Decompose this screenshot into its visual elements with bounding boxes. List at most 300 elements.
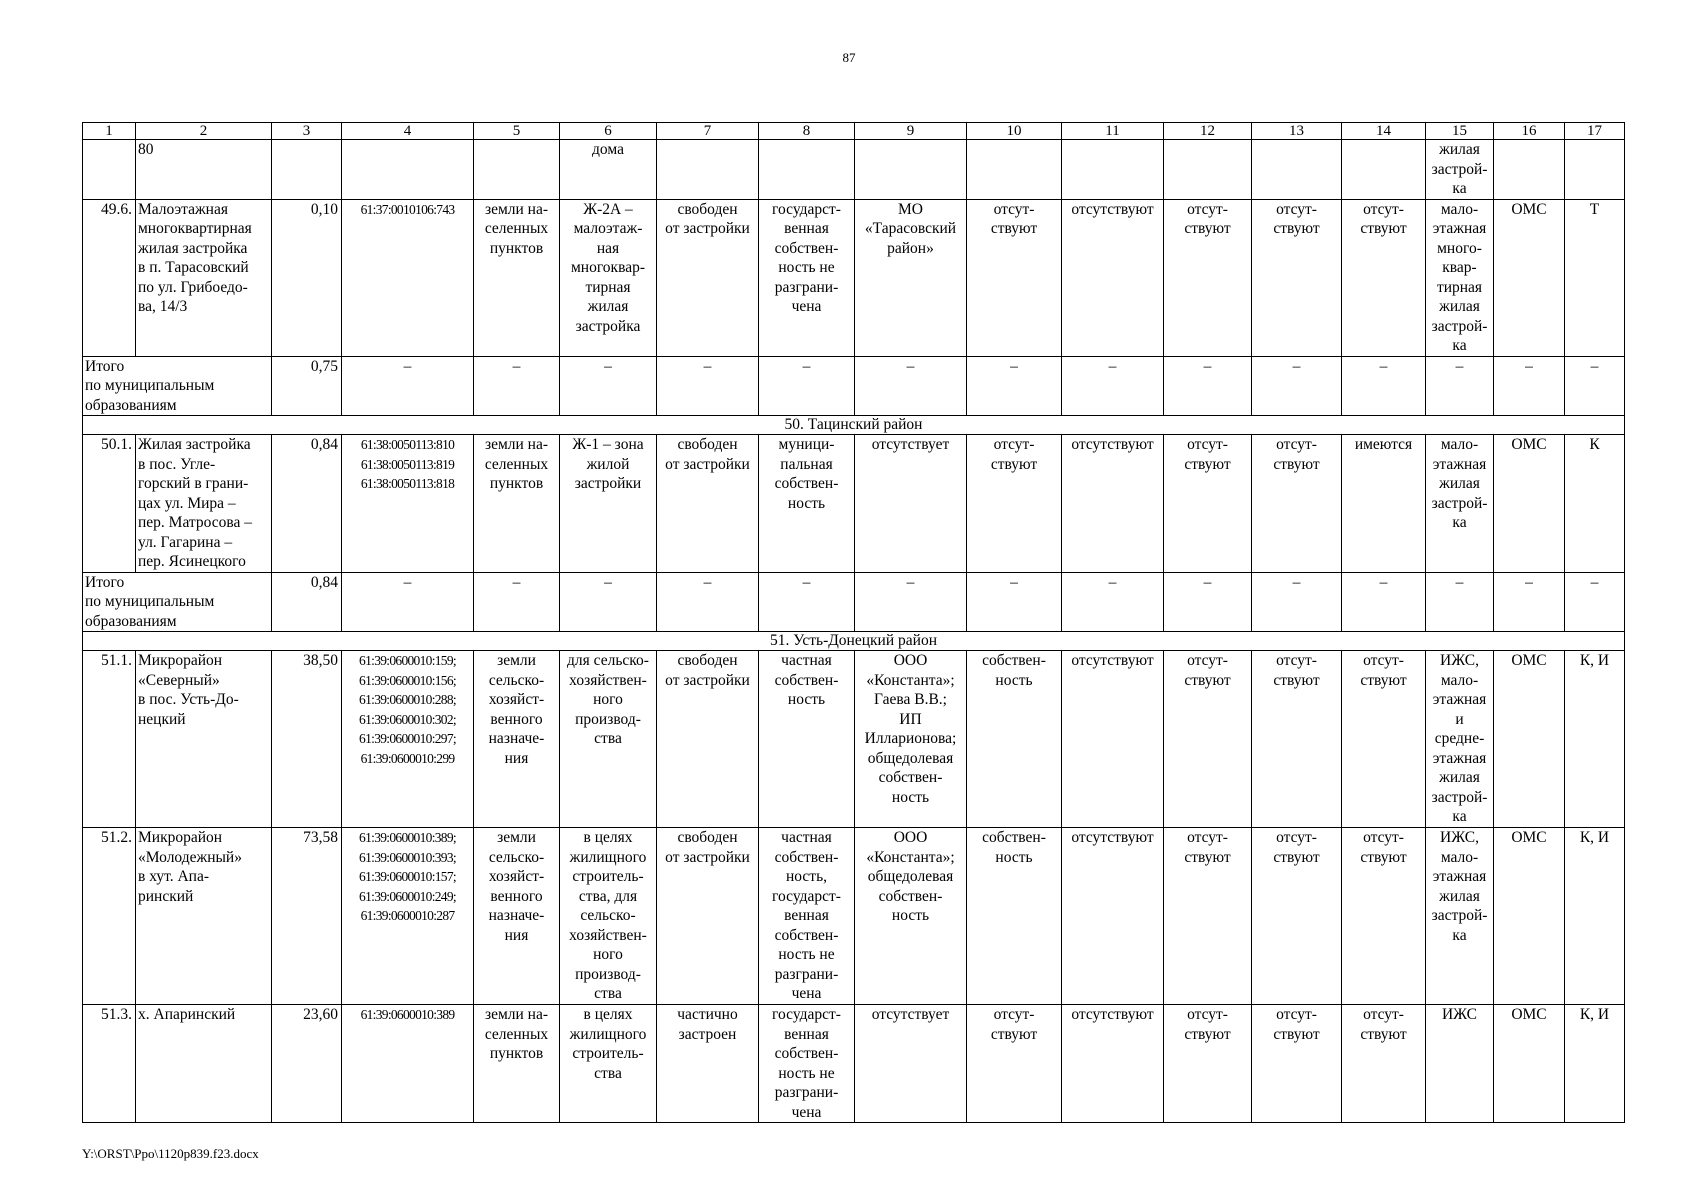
cell-line: собствен- [982, 829, 1046, 846]
column-number: 11 [1062, 123, 1164, 140]
cell-line: 61:39:0600010:389 [360, 1007, 455, 1022]
cell [1252, 828, 1342, 1005]
cell-line: от застройки [665, 671, 750, 689]
cell-line: отсут- [1276, 1006, 1317, 1023]
cell [855, 140, 967, 200]
use-type-cell [1426, 1005, 1494, 1123]
name-cell [136, 140, 272, 200]
section-title: 51. Усть-Донецкий район [83, 632, 1625, 651]
column-number: 2 [136, 123, 272, 140]
name-cell [136, 651, 272, 828]
row-number: 51.3. [83, 1005, 136, 1123]
cell [759, 140, 855, 200]
cell-line: тирная [585, 278, 631, 296]
cell-line: хозяйствен- [569, 671, 647, 689]
state-cell [657, 1005, 759, 1123]
cell [1252, 199, 1342, 356]
cell-line: Итого [85, 573, 125, 591]
cell-line: ствуют [1184, 220, 1231, 237]
cell-line: отсут- [1363, 1006, 1404, 1023]
cell [1062, 199, 1164, 356]
column-number: 17 [1565, 123, 1625, 140]
cell-line: ность, [785, 868, 828, 885]
cell-line: ствуют [1273, 220, 1320, 237]
ownership-cell [759, 828, 855, 1005]
owner-cell [855, 828, 967, 1005]
cell [342, 140, 474, 200]
dash-cell: – [1565, 356, 1625, 416]
cell-line: ствуют [1273, 455, 1320, 473]
cell: К, И [1565, 828, 1625, 1005]
table-row [83, 828, 1625, 1005]
owner-cell [855, 1005, 967, 1123]
total-label [83, 572, 272, 632]
cell [83, 140, 136, 200]
state-cell [657, 435, 759, 573]
cell-line: жилая [1439, 141, 1480, 158]
dash-cell: – [560, 572, 657, 632]
cell-line: 61:37:0010106:743 [360, 201, 455, 217]
cell-line: частная [781, 829, 832, 846]
cell [1342, 140, 1426, 200]
cell-line: мало- [1440, 671, 1479, 689]
cell-line: жилой [586, 455, 630, 473]
cell-line: ства [594, 1064, 622, 1082]
cell-line: по ул. Грибоедо- [138, 278, 248, 296]
total-area: 0,84 [272, 572, 342, 632]
cell: ОМС [1494, 828, 1565, 1005]
dash-cell: – [1426, 356, 1494, 416]
column-number: 7 [657, 123, 759, 140]
cell-line: чена [791, 1103, 822, 1121]
name-cell [136, 435, 272, 573]
cell-line: 61:39:0600010:156; [359, 672, 456, 688]
cell-line: ИП [899, 710, 922, 728]
cell-line: образованиям [85, 612, 177, 630]
cell-line: чена [791, 298, 822, 315]
owner-cell [855, 199, 967, 356]
cell-line: Микрорайон [138, 652, 223, 669]
cell [967, 435, 1062, 573]
cell-line: от застройки [665, 220, 750, 237]
cell-line: строитель- [572, 868, 644, 885]
cell [272, 140, 342, 200]
cell-line: собствен- [982, 652, 1046, 669]
zone-cell [560, 1005, 657, 1123]
cell [1164, 651, 1252, 828]
cell-line: ул. Гагарина – [138, 533, 233, 551]
cell-line: свободен [677, 436, 738, 453]
cell-line: сельско- [580, 907, 636, 924]
cell-line: по муниципальным [85, 593, 215, 610]
cell-line: ствуют [990, 455, 1038, 473]
cell-line: ства [594, 985, 622, 1002]
category-cell [474, 435, 560, 573]
cell-line: Итого [85, 357, 125, 375]
cell [1342, 828, 1426, 1005]
cell-line: ность не [778, 259, 835, 276]
cell-line: ИЖС, [1440, 829, 1479, 846]
column-number: 10 [967, 123, 1062, 140]
cell-line: Ж-2А – [583, 200, 633, 218]
cell-line: сельско- [488, 671, 545, 689]
cell-line: средне- [1434, 730, 1485, 747]
cell-line: собствен- [774, 671, 839, 689]
table-row [83, 1005, 1625, 1123]
cell-line: х. Апаринский [138, 1006, 236, 1023]
cell-line: жилищного [569, 1025, 647, 1043]
cell: Т [1565, 199, 1625, 356]
cell-line: и [1455, 710, 1464, 728]
ownership-cell [759, 199, 855, 356]
area-cell: 0,10 [272, 199, 342, 356]
cell-line: «Константа»; [866, 848, 955, 866]
cell: ОМС [1494, 435, 1565, 573]
section-row [83, 632, 1625, 651]
cell-line: разграни- [774, 278, 839, 296]
cell-line: ствуют [1273, 848, 1320, 866]
cell [967, 140, 1062, 200]
cell-line: отсут- [1276, 829, 1317, 846]
zone-cell [560, 435, 657, 573]
column-number: 16 [1494, 123, 1565, 140]
cell-line: 61:39:0600010:302; [359, 711, 456, 727]
owner-cell [855, 651, 967, 828]
cell: К, И [1565, 1005, 1625, 1123]
cell-line: Микрорайон [138, 829, 223, 846]
cell-line: этажная [1432, 455, 1487, 473]
cell-line: отсутствуют [1071, 652, 1154, 669]
cell-line: земли на- [484, 200, 549, 218]
use-type-cell [1426, 435, 1494, 573]
cell-line: этажная [1432, 220, 1487, 237]
cell-line: в хут. Апа- [138, 868, 209, 885]
cell-line: многоквартирная [138, 220, 252, 237]
cell-line: малоэтаж- [573, 220, 643, 237]
cell [1252, 435, 1342, 573]
row-number: 51.2. [83, 828, 136, 1005]
dash-cell: – [1252, 356, 1342, 416]
cell-line: ка [1452, 926, 1467, 944]
cell-line: 61:39:0600010:393; [359, 849, 456, 865]
cell-line: отсут- [993, 1006, 1035, 1023]
cell-line: отсут- [1276, 200, 1317, 218]
cell-line: ИЖС [1441, 1006, 1478, 1023]
cell-line: в пос. Угле- [138, 455, 216, 473]
area-cell: 0,84 [272, 435, 342, 573]
zone-cell [560, 651, 657, 828]
cell [1062, 140, 1164, 200]
cell-line: МО [898, 200, 923, 218]
cell-line: 61:39:0600010:299 [360, 750, 455, 766]
category-cell [474, 199, 560, 356]
cell-line: этажная [1432, 691, 1487, 708]
cell [1164, 828, 1252, 1005]
cell [967, 1005, 1062, 1123]
cell-line: горский в грани- [138, 475, 249, 492]
cell-line: жилая застройка [138, 239, 248, 257]
cell-line: отсут- [993, 200, 1035, 218]
state-cell [657, 199, 759, 356]
cell-line: жилая [1439, 769, 1480, 786]
ownership-cell [759, 651, 855, 828]
use-type-cell [1426, 828, 1494, 1005]
cell-line: разграни- [774, 965, 839, 983]
cell-line: ства, для [578, 887, 638, 905]
owner-cell [855, 435, 967, 573]
cell-line: ка [1452, 180, 1467, 197]
cell-line: свободен [677, 652, 738, 669]
cell-line: государст- [772, 1006, 841, 1023]
cell-line: отсут- [1187, 1006, 1228, 1023]
cell-line: ва, 14/3 [138, 298, 188, 315]
state-cell [657, 651, 759, 828]
cell: ОМС [1494, 651, 1565, 828]
cell-line: ная [596, 239, 620, 257]
cell-line: этажная [1432, 868, 1487, 885]
ownership-cell [759, 1005, 855, 1123]
column-number: 1 [83, 123, 136, 140]
cell-line: дома [592, 141, 624, 158]
cell-line: ность не [778, 946, 835, 963]
section-title: 50. Тацинский район [83, 416, 1625, 435]
cell-line: застрой- [1431, 160, 1488, 178]
row-number: 50.1. [83, 435, 136, 573]
cell [967, 828, 1062, 1005]
column-number: 14 [1342, 123, 1426, 140]
continuation-row [83, 140, 1625, 200]
cell-line: цах ул. Мира – [138, 494, 236, 512]
cell-line: хозяйст- [488, 868, 545, 885]
cell-line: мало- [1440, 848, 1479, 866]
cell-line: частная [781, 652, 832, 669]
cell-line: венная [784, 220, 829, 237]
zone-cell [560, 828, 657, 1005]
dash-cell: – [560, 356, 657, 416]
cell-line: отсут- [1276, 436, 1317, 453]
cell-line: ООО [893, 829, 928, 846]
cell-line: производ- [575, 710, 641, 728]
cell-line: многоквар- [570, 259, 645, 276]
ownership-cell [759, 435, 855, 573]
state-cell [657, 828, 759, 1005]
cell [1252, 140, 1342, 200]
cell-line: сельско- [488, 848, 545, 866]
dash-cell: – [759, 356, 855, 416]
cell-line: ность не [778, 1064, 835, 1082]
cell-line: застрой- [1431, 788, 1488, 806]
cell [1164, 435, 1252, 573]
cell-line: ного [593, 691, 623, 708]
category-cell [474, 1005, 560, 1123]
cell [1164, 1005, 1252, 1123]
cell [1342, 435, 1426, 573]
cell-line: отсут- [1363, 200, 1404, 218]
cell-line: ка [1452, 808, 1467, 825]
cell-line: 61:39:0600010:297; [359, 731, 456, 746]
cell-line: Жилая застройка [138, 436, 251, 453]
cell-line: земли [497, 829, 536, 846]
cell-line: ка [1452, 514, 1467, 531]
cell-line: пунктов [489, 239, 544, 257]
cell-line: нецкий [138, 710, 186, 728]
cell-line: застрой- [1431, 317, 1488, 335]
area-cell: 38,50 [272, 651, 342, 828]
cadastral-cell [342, 828, 474, 1005]
column-number: 13 [1252, 123, 1342, 140]
cell-line: ния [504, 749, 529, 767]
cell-line: «Тарасовский [864, 220, 957, 237]
cell-line: ность [995, 671, 1033, 689]
dash-cell: – [1426, 572, 1494, 632]
cell-line: отсут- [993, 436, 1035, 453]
cell-line: пальная [780, 455, 833, 473]
cell-line: ствуют [1273, 671, 1320, 689]
cell-line: отсутствуют [1071, 829, 1154, 846]
total-area: 0,75 [272, 356, 342, 416]
cell-line: в пос. Усть-До- [138, 691, 239, 708]
cell-line: для сельско- [567, 652, 649, 669]
dash-cell: – [1342, 356, 1426, 416]
cell-line: в п. Тарасовский [138, 259, 249, 276]
cell-line: район» [887, 239, 934, 257]
cell-line: ствуют [1273, 1025, 1320, 1043]
cell-line: ствуют [1184, 671, 1231, 689]
cell-line: много- [1437, 239, 1482, 257]
dash-cell: – [1342, 572, 1426, 632]
cell-line: отсутствуют [1071, 436, 1154, 453]
cell-line: Ж-1 – зона [572, 436, 644, 453]
use-type-cell [1426, 199, 1494, 356]
cell [1252, 651, 1342, 828]
cell-line: собствен- [774, 848, 839, 866]
cell-line: ность [787, 691, 826, 708]
total-row [83, 572, 1625, 632]
cell-line: в целях [583, 829, 633, 846]
cell-line: назначе- [488, 730, 545, 747]
cell-line: ка [1452, 337, 1467, 354]
cell [1062, 651, 1164, 828]
cell-line: ствуют [990, 1025, 1038, 1043]
cell-line: пунктов [489, 1045, 544, 1062]
zone-cell [560, 140, 657, 200]
cell: К [1565, 435, 1625, 573]
cell-line: ринский [138, 887, 194, 905]
cell-line: венная [784, 1025, 829, 1043]
dash-cell: – [474, 572, 560, 632]
cell-line: застройка [575, 317, 641, 335]
dash-cell: – [1494, 572, 1565, 632]
page-number: 87 [842, 50, 856, 65]
category-cell [474, 828, 560, 1005]
cell [1164, 140, 1252, 200]
cell-line: жилая [1439, 475, 1480, 492]
cell-line: венная [784, 907, 829, 924]
dash-cell: – [657, 572, 759, 632]
cell-line: чена [791, 985, 822, 1002]
cell: ОМС [1494, 1005, 1565, 1123]
cell-line: имеются [1354, 436, 1413, 453]
cell-line: «Константа»; [866, 671, 955, 689]
cell-line: застроен [678, 1025, 737, 1043]
cell-line: 61:38:0050113:819 [360, 456, 455, 472]
cell-line: тирная [1436, 278, 1483, 296]
cell-line: общедолевая [867, 749, 954, 767]
cell-line: пунктов [489, 475, 544, 492]
file-path: Y:\ORST\Ppo\1120p839.f23.docx [82, 1146, 259, 1161]
cadastral-cell [342, 1005, 474, 1123]
cell-line: жилая [587, 298, 629, 315]
cell-line: венного [490, 710, 543, 728]
cell-line: застрой- [1431, 907, 1488, 924]
column-number-row [83, 123, 1625, 140]
cell-line: от застройки [665, 848, 750, 866]
cell-line: ность [891, 907, 930, 924]
column-number: 4 [342, 123, 474, 140]
cell-line: образованиям [85, 396, 177, 414]
cell-line: 61:39:0600010:288; [359, 692, 456, 707]
cell-line: отсут- [1187, 200, 1228, 218]
cell-line: 61:39:0600010:249; [359, 888, 456, 904]
dash-cell: – [474, 356, 560, 416]
cell-line: 61:39:0600010:389; [359, 830, 456, 845]
cell-line: производ- [575, 965, 641, 983]
cell-line: ствуют [990, 220, 1038, 237]
cell-line: ООО [893, 652, 928, 669]
cell-line: собствен- [878, 887, 943, 905]
cell [657, 140, 759, 200]
section-row [83, 416, 1625, 435]
cell-line: отсут- [1276, 652, 1317, 669]
dash-cell: – [342, 572, 474, 632]
cell-line: ствуют [1360, 220, 1407, 237]
use-type-cell [1426, 651, 1494, 828]
cell-line: застройки [574, 475, 642, 492]
dash-cell: – [967, 572, 1062, 632]
cell [1342, 1005, 1426, 1123]
cell-line: свободен [677, 829, 738, 846]
cell-line: земли на- [484, 436, 549, 453]
cell-line: от застройки [665, 455, 750, 473]
area-cell: 23,60 [272, 1005, 342, 1123]
table-row [83, 435, 1625, 573]
cell-line: селенных [484, 1025, 549, 1043]
cell-line: ния [504, 926, 529, 944]
dash-cell: – [1062, 356, 1164, 416]
cell-line: отсут- [1187, 829, 1228, 846]
cell-line: ствуют [1184, 848, 1231, 866]
row-number: 49.6. [83, 199, 136, 356]
cell-line: 80 [138, 141, 154, 158]
cell-line: ствуют [1360, 1025, 1407, 1043]
name-cell [136, 199, 272, 356]
name-cell [136, 1005, 272, 1123]
cell-line: 61:38:0050113:810 [360, 437, 455, 452]
cell-line: государст- [772, 200, 841, 218]
cell-line: 61:39:0600010:287 [360, 908, 455, 923]
cell-line: венного [490, 887, 543, 905]
cell-line: жилая [1439, 887, 1480, 905]
cell [1342, 651, 1426, 828]
column-number: 12 [1164, 123, 1252, 140]
dash-cell: – [1164, 572, 1252, 632]
cell [1252, 1005, 1342, 1123]
cell-line: общедолевая [867, 868, 954, 885]
cell-line: отсут- [1363, 652, 1404, 669]
cell-line: мало- [1440, 200, 1479, 218]
cell-line: отсут- [1363, 829, 1404, 846]
cell [1565, 140, 1625, 200]
